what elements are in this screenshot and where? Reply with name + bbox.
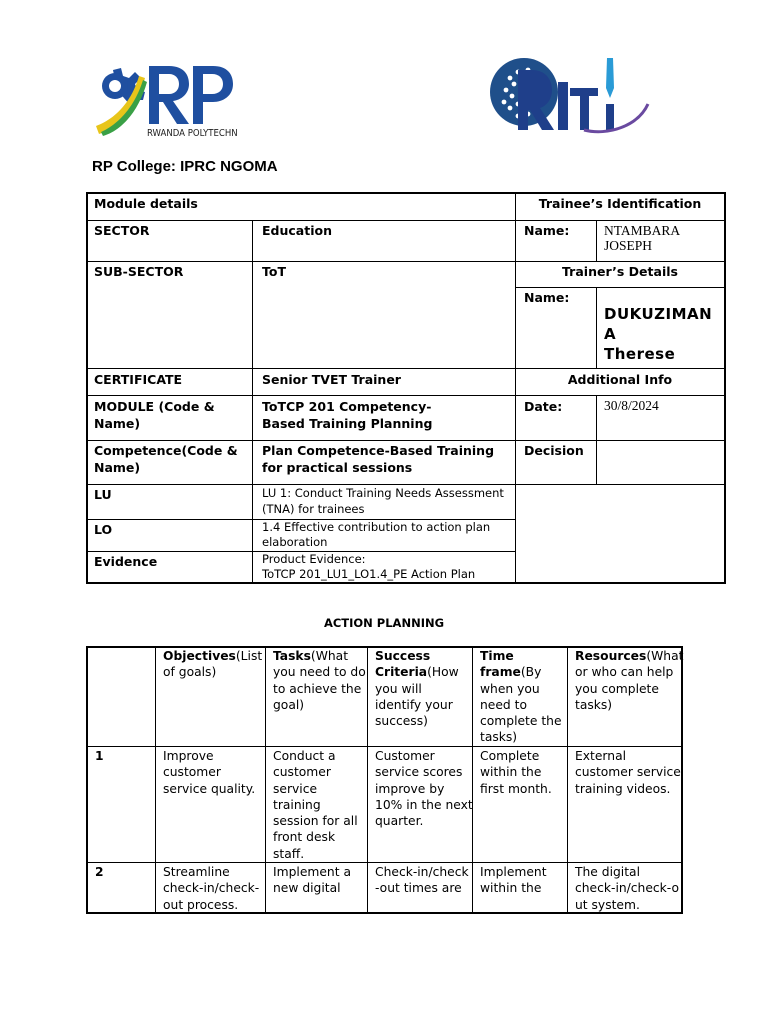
lu-value-line1: LU 1: Conduct Training Needs Assessment bbox=[262, 486, 504, 500]
trainer-name-line1: DUKUZIMAN bbox=[604, 305, 713, 323]
action-planning-table bbox=[86, 646, 683, 914]
row-1-time: Complete within the first month. bbox=[480, 749, 552, 796]
competence-value-line2: for practical sessions bbox=[262, 460, 413, 475]
lu-label: LU bbox=[94, 487, 112, 502]
competence-label-line2: Name) bbox=[94, 460, 141, 475]
header-success-criteria: Success Criteria(How you will identify your success) bbox=[375, 649, 459, 729]
sector-value: Education bbox=[262, 223, 332, 238]
trainee-id-header: Trainee’s Identification bbox=[538, 196, 702, 211]
certificate-label: CERTIFICATE bbox=[94, 372, 183, 387]
action-planning-title: ACTION PLANNING bbox=[323, 616, 445, 630]
trainer-name-label: Name: bbox=[524, 290, 570, 305]
row-1-number: 1 bbox=[95, 749, 104, 763]
module-value-line1: ToTCP 201 Competency- bbox=[262, 399, 432, 414]
decision-label: Decision bbox=[524, 443, 584, 458]
row-1-resources: External customer service training videos. bbox=[575, 749, 681, 796]
date-value: 30/8/2024 bbox=[604, 398, 659, 413]
evidence-value-line1: Product Evidence: bbox=[262, 552, 366, 566]
header-time-frame: Time frame(By when you need to complete the tasks) bbox=[480, 649, 562, 745]
row-2-objective: Streamline check-in/check- out process. bbox=[163, 865, 260, 912]
module-details-table bbox=[86, 192, 726, 584]
trainer-name-line2: A bbox=[604, 325, 617, 343]
module-details-header: Module details bbox=[94, 196, 198, 211]
date-label: Date: bbox=[524, 399, 563, 414]
additional-info-header: Additional Info bbox=[567, 372, 673, 387]
row-2-resources: The digital check-in/check-o ut system. bbox=[575, 865, 679, 912]
row-2-number: 2 bbox=[95, 865, 104, 879]
header-objectives: Objectives(List of goals) bbox=[163, 649, 263, 680]
competence-value-line1: Plan Competence-Based Training bbox=[262, 443, 495, 458]
row-1-success: Customer service scores improve by 10% in the next quarter. bbox=[375, 749, 473, 829]
lo-label: LO bbox=[94, 522, 113, 537]
evidence-value-line2: ToTCP 201_LU1_LO1.4_PE Action Plan bbox=[262, 567, 476, 581]
lo-value-line1: 1.4 Effective contribution to action plan bbox=[262, 520, 491, 534]
trainer-details-header: Trainer’s Details bbox=[562, 264, 678, 279]
subsector-value: ToT bbox=[262, 264, 286, 279]
trainee-name-line2: JOSEPH bbox=[604, 238, 653, 253]
module-label-line1: MODULE (Code & bbox=[94, 399, 215, 414]
riti-logo bbox=[488, 48, 656, 140]
trainee-name-label: Name: bbox=[524, 223, 570, 238]
sector-label: SECTOR bbox=[94, 223, 150, 238]
college-heading: RP College: IPRC NGOMA bbox=[92, 158, 278, 175]
certificate-value: Senior TVET Trainer bbox=[262, 372, 401, 387]
lu-value-line2: (TNA) for trainees bbox=[262, 502, 365, 516]
row-1-task: Conduct a customer service training session for all front desk staff. bbox=[273, 749, 358, 861]
row-1-objective: Improve customer service quality. bbox=[163, 749, 256, 796]
evidence-label: Evidence bbox=[94, 554, 158, 569]
header-resources: Resources(What or who can help you complete tasks) bbox=[575, 649, 684, 712]
subsector-label: SUB-SECTOR bbox=[94, 264, 184, 279]
header-tasks: Tasks(What you need to do to achieve the goal) bbox=[273, 649, 366, 712]
row-2-task: Implement a new digital bbox=[273, 865, 351, 896]
lo-value-line2: elaboration bbox=[262, 535, 328, 549]
competence-label-line1: Competence(Code & bbox=[94, 443, 238, 458]
row-2-time: Implement within the bbox=[480, 865, 547, 896]
module-value-line2: Based Training Planning bbox=[262, 416, 433, 431]
trainer-name-line3: Therese bbox=[604, 345, 676, 363]
module-label-line2: Name) bbox=[94, 416, 141, 431]
trainee-name-line1: NTAMBARA bbox=[604, 223, 681, 238]
row-2-success: Check-in/check -out times are bbox=[375, 865, 469, 896]
rwanda-polytechnic-logo bbox=[93, 58, 238, 140]
svg-text:RWANDA POLYTECHNIC: RWANDA POLYTECHNIC bbox=[147, 128, 238, 139]
